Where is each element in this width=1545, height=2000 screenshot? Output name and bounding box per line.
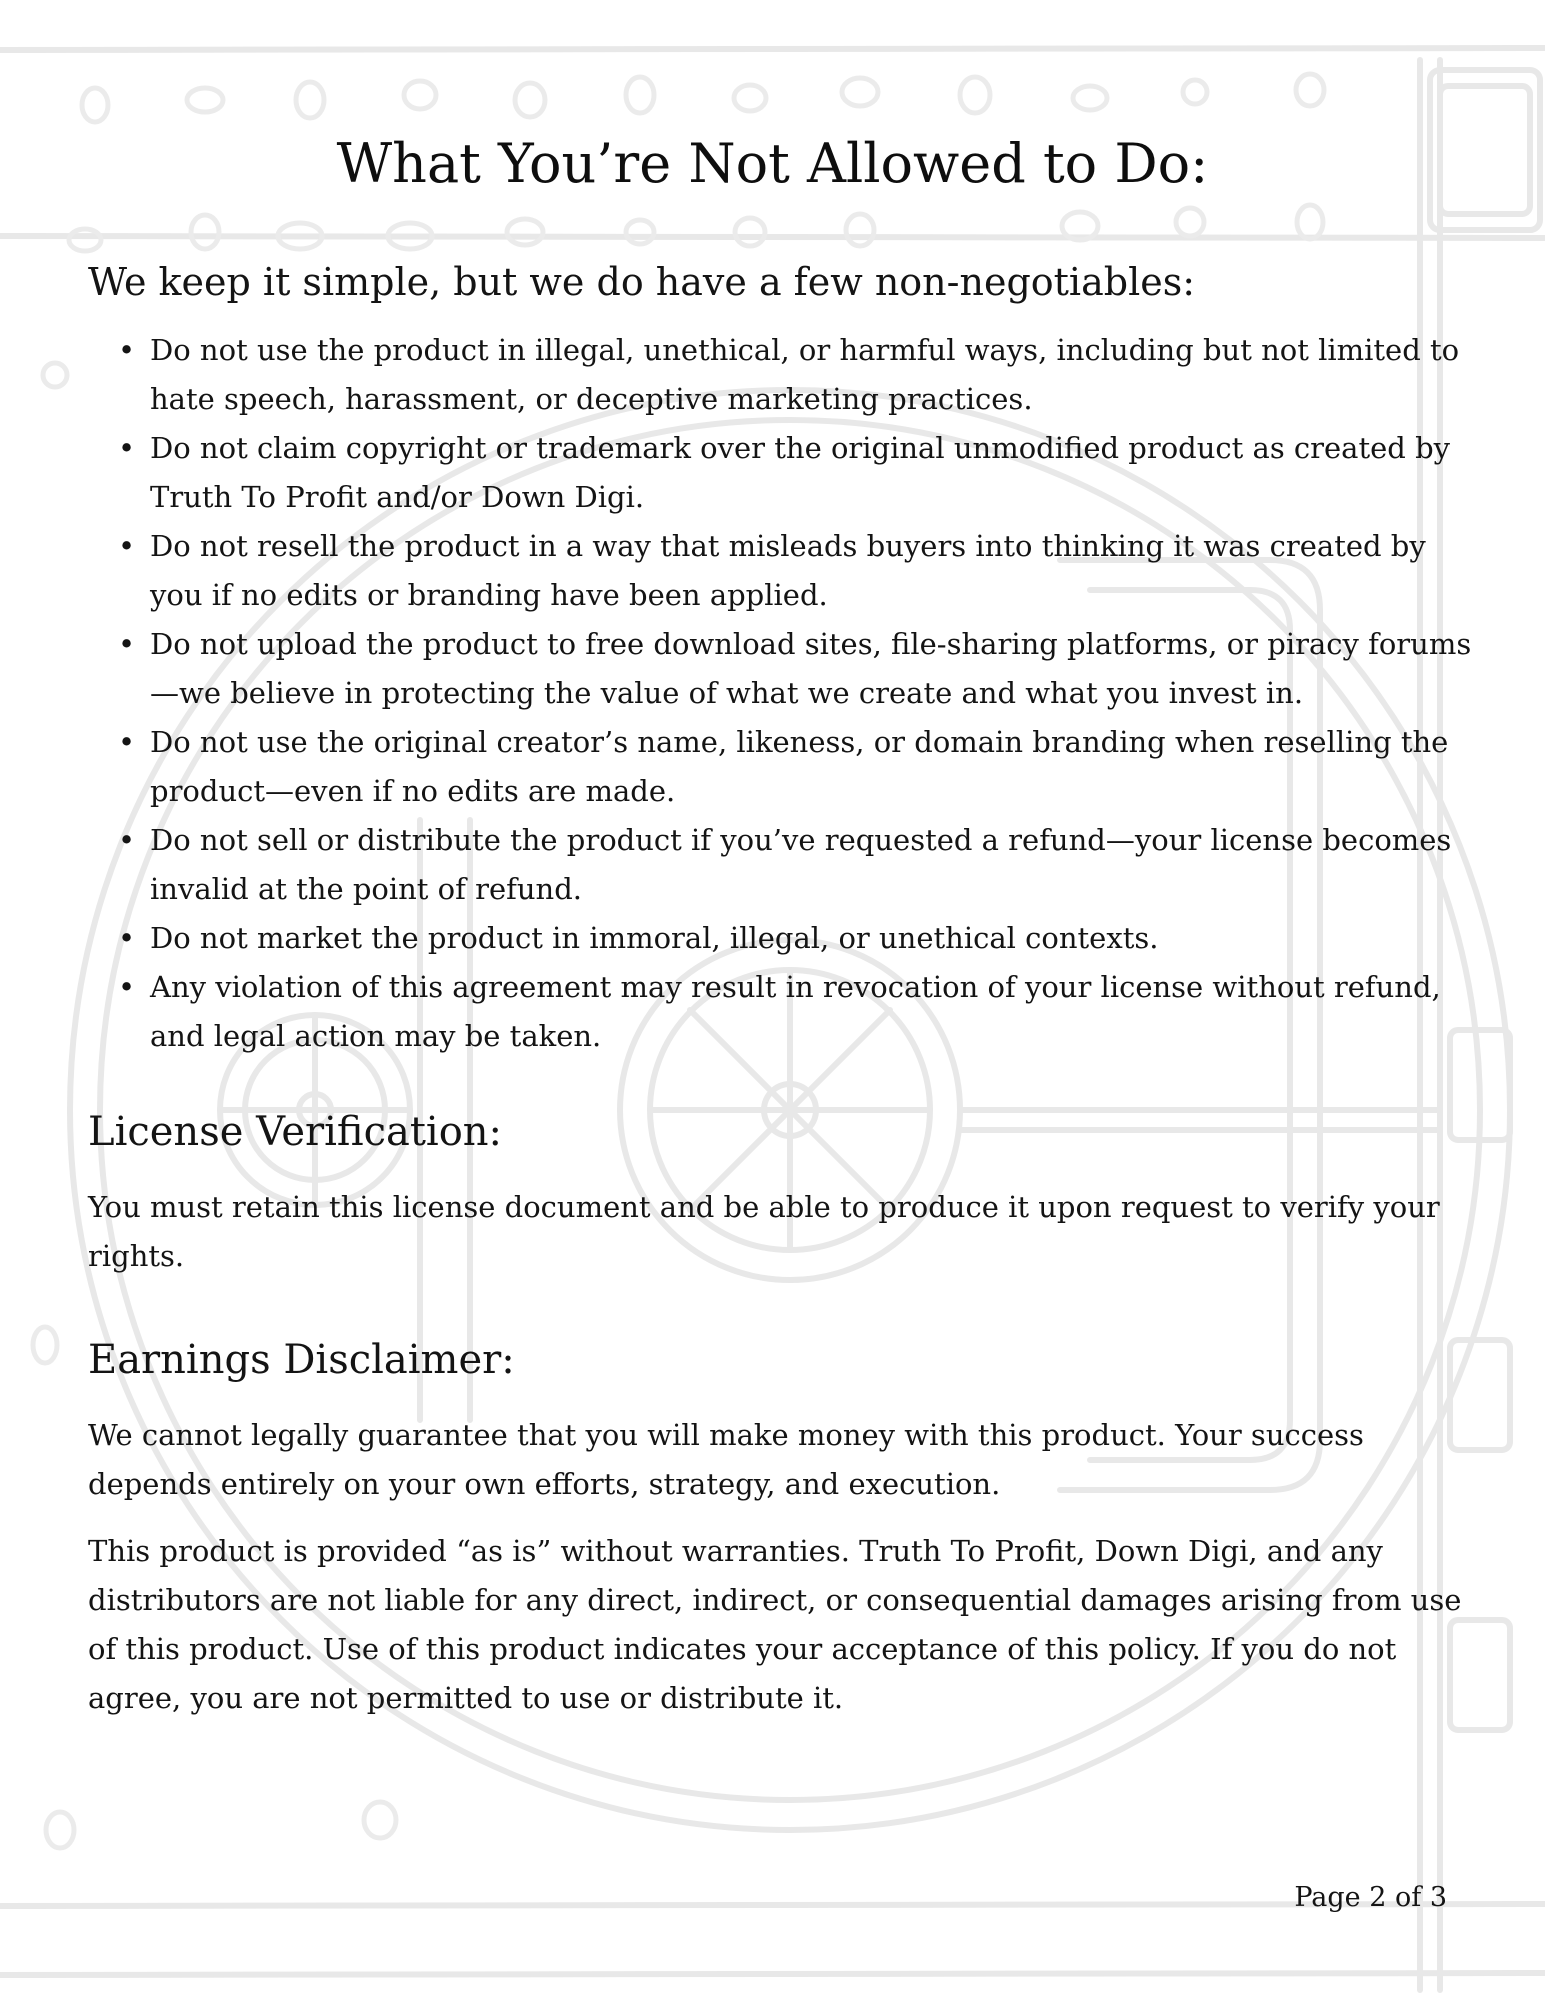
license-verification-heading: License Verification:: [88, 1109, 503, 1155]
list-item: • Do not claim copyright or trademark over the original unmodified product as created by Truth To Profit and/or Down Digi.: [150, 424, 1478, 522]
rules-list: [88, 326, 1478, 1061]
liability-paragraph: This product is provided “as is” without warranties. Truth To Profit, Down Digi, and any distributors are not liable for any direct, indirect, or consequential damages arising from use of this product. Use of this product indicates your acceptance of this policy. If you do not agree, you are not permitted to use or distribute it.: [88, 1534, 1462, 1715]
list-item: • Any violation of this agreement may result in revocation of your license without refund, and legal action may be taken.: [150, 963, 1478, 1061]
list-item: • Do not resell the product in a way that misleads buyers into thinking it was created by you if no edits or branding have been applied.: [150, 522, 1478, 620]
earnings-disclaimer-heading: Earnings Disclaimer:: [88, 1337, 515, 1383]
list-item: • Do not market the product in immoral, illegal, or unethical contexts.: [150, 914, 1478, 963]
page-title: What You’re Not Allowed to Do:: [336, 132, 1209, 195]
page-number: Page 2 of 3: [1294, 1882, 1447, 1913]
list-item: • Do not sell or distribute the product if you’ve requested a refund—your license becomes invalid at the point of refund.: [150, 816, 1478, 914]
list-item: • Do not upload the product to free download sites, file-sharing platforms, or piracy forums—we believe in protecting the value of what we create and what you invest in.: [150, 620, 1478, 718]
earnings-paragraph: We cannot legally guarantee that you will make money with this product. Your success depends entirely on your own efforts, strategy, and execution.: [88, 1418, 1364, 1501]
intro-heading: We keep it simple, but we do have a few non-negotiables:: [88, 260, 1196, 304]
list-item: • Do not use the original creator’s name, likeness, or domain branding when reselling the product—even if no edits are made.: [150, 718, 1478, 816]
list-item: • Do not use the product in illegal, unethical, or harmful ways, including but not limited to hate speech, harassment, or deceptive marketing practices.: [150, 326, 1478, 424]
document-body: [88, 260, 1478, 1723]
license-verification-text: You must retain this license document and be able to produce it upon request to verify your rights.: [88, 1190, 1440, 1273]
